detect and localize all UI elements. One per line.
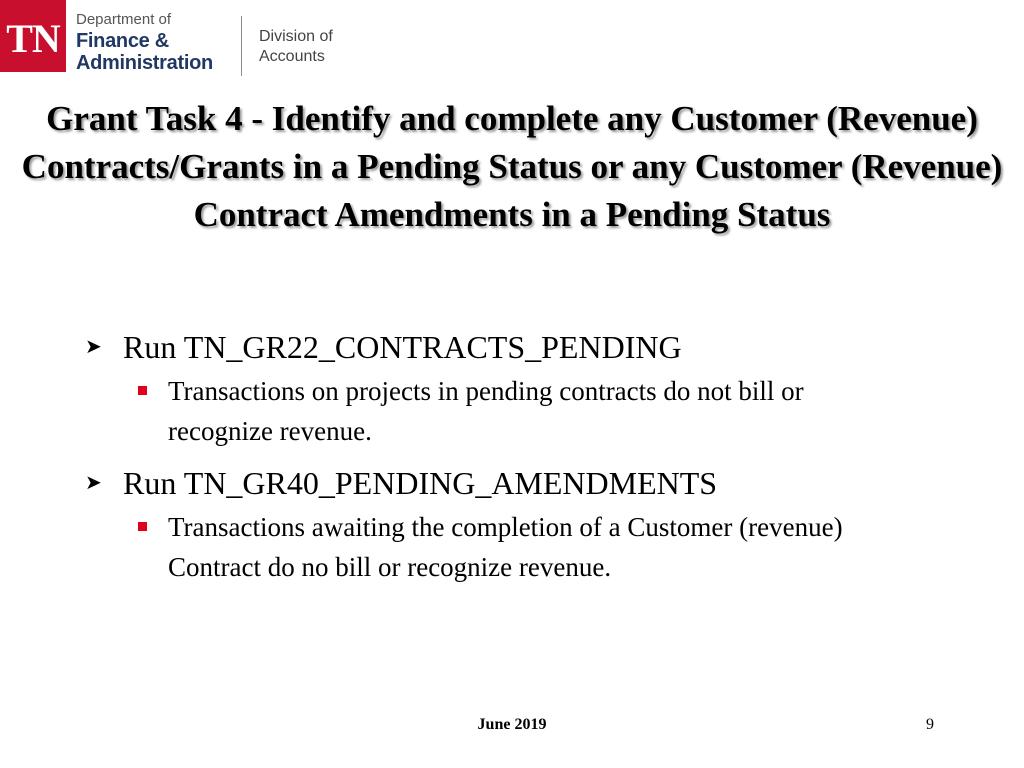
dept-line-3: Administration — [76, 52, 213, 74]
slide-content — [85, 325, 915, 597]
square-bullet-icon — [138, 522, 147, 531]
dept-line-2: Finance & — [76, 30, 169, 52]
header-divider — [241, 16, 242, 76]
sub-bullet-1 — [168, 371, 915, 451]
slide-title: Grant Task 4 - Identify and complete any Customer (Revenue) Contracts/Grants in a Pending Status or any Customer (Revenue) Contract Amendments in a Pending Status — [21, 99, 1003, 234]
tn-logo: TN — [0, 0, 66, 76]
sub-bullet-1-text: Transactions on projects in pending contracts do not bill or recognize revenue. — [168, 376, 804, 446]
division-line-1: Division of — [259, 28, 333, 45]
arrow-bullet-icon: ➤ — [85, 336, 102, 358]
page-number: 9 — [926, 716, 934, 733]
footer-date: June 2019 — [477, 716, 547, 733]
sub-bullet-2 — [168, 507, 915, 587]
header — [0, 0, 400, 80]
bullet-1 — [85, 325, 915, 369]
sub-bullet-2-text: Transactions awaiting the completion of a Customer (revenue) Contract do no bill or recognize revenue. — [168, 512, 843, 582]
arrow-bullet-icon: ➤ — [85, 472, 102, 494]
bullet-2-text: Run TN_GR40_PENDING_AMENDMENTS — [123, 465, 718, 501]
square-bullet-icon — [138, 386, 147, 395]
department-name — [76, 12, 213, 75]
division-name — [259, 27, 333, 67]
division-line-2: Accounts — [259, 48, 325, 65]
dept-line-1: Department of — [76, 11, 172, 28]
bullet-1-text: Run TN_GR22_CONTRACTS_PENDING — [123, 329, 682, 365]
bullet-2 — [85, 461, 915, 505]
